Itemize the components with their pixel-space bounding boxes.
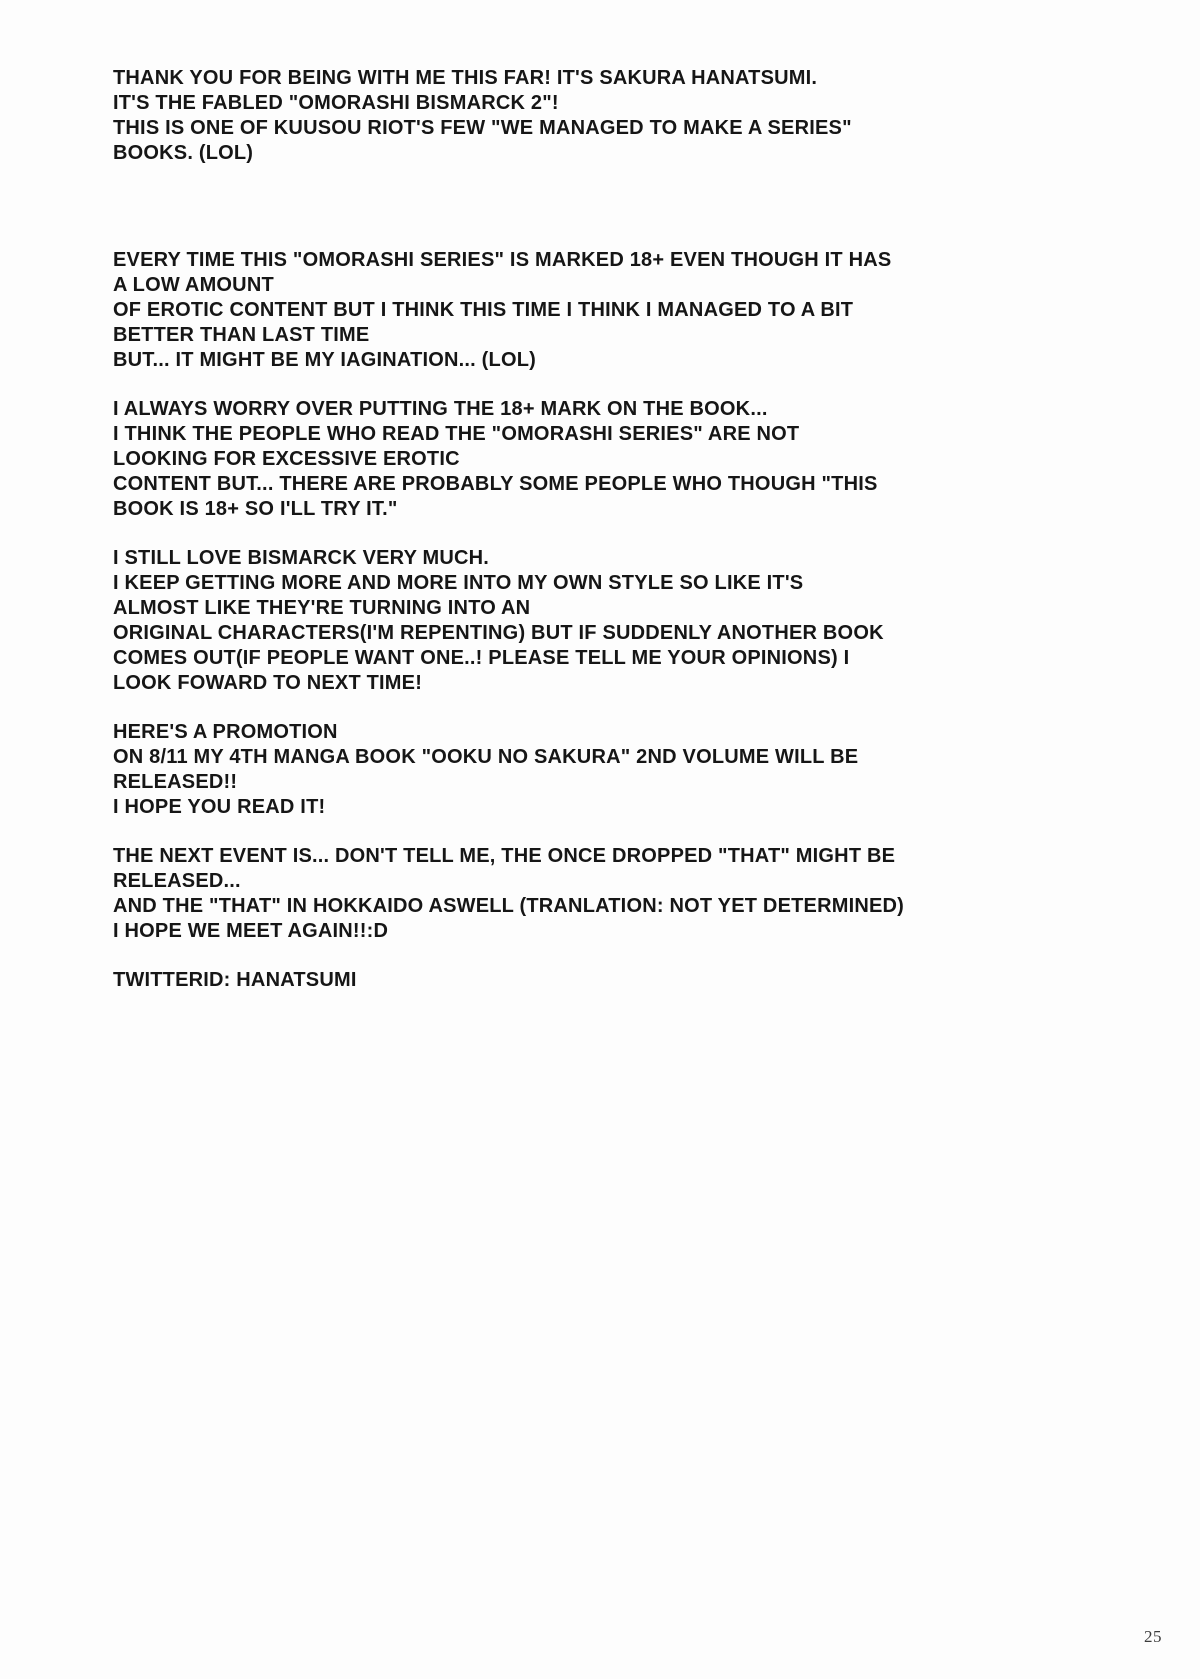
paragraph xyxy=(113,720,1183,820)
text-line: RELEASED... xyxy=(113,870,241,892)
text-line: OF EROTIC CONTENT BUT I THINK THIS TIME I THINK I MANAGED TO A BIT xyxy=(113,299,854,321)
text-line: ORIGINAL CHARACTERS(I'M REPENTING) BUT IF SUDDENLY ANOTHER BOOK xyxy=(113,622,884,644)
text-line: THE NEXT EVENT IS... DON'T TELL ME, THE ONCE DROPPED "THAT" MIGHT BE xyxy=(113,845,896,867)
text-line: I HOPE WE MEET AGAIN!!:D xyxy=(113,920,389,942)
paragraph xyxy=(113,546,1183,696)
paragraph xyxy=(113,66,1183,166)
text-line: AND THE "THAT" IN HOKKAIDO ASWELL (TRANLATION: NOT YET DETERMINED) xyxy=(113,895,905,917)
text-line: TWITTERID: HANATSUMI xyxy=(113,969,357,991)
text-line: LOOKING FOR EXCESSIVE EROTIC xyxy=(113,448,460,470)
text-line: I HOPE YOU READ IT! xyxy=(113,796,326,818)
text-line: ON 8/11 MY 4TH MANGA BOOK "OOKU NO SAKURA" 2ND VOLUME WILL BE xyxy=(113,746,859,768)
text-line: IT'S THE FABLED "OMORASHI BISMARCK 2"! xyxy=(113,92,559,114)
text-line: CONTENT BUT... THERE ARE PROBABLY SOME PEOPLE WHO THOUGH "THIS xyxy=(113,473,878,495)
text-line: A LOW AMOUNT xyxy=(113,274,274,296)
text-line: RELEASED!! xyxy=(113,771,238,793)
paragraph xyxy=(113,248,1183,373)
text-line: I THINK THE PEOPLE WHO READ THE "OMORASHI SERIES" ARE NOT xyxy=(113,423,800,445)
text-line: ALMOST LIKE THEY'RE TURNING INTO AN xyxy=(113,597,531,619)
page-number: 25 xyxy=(1144,1627,1162,1646)
text-line: EVERY TIME THIS "OMORASHI SERIES" IS MARKED 18+ EVEN THOUGH IT HAS xyxy=(113,249,892,271)
paragraph xyxy=(113,844,1183,944)
text-line: LOOK FOWARD TO NEXT TIME! xyxy=(113,672,423,694)
text-line: I ALWAYS WORRY OVER PUTTING THE 18+ MARK ON THE BOOK... xyxy=(113,398,768,420)
text-line: COMES OUT(IF PEOPLE WANT ONE..! PLEASE TELL ME YOUR OPINIONS) I xyxy=(113,647,850,669)
paragraph xyxy=(113,968,1183,993)
text-line: BETTER THAN LAST TIME xyxy=(113,324,370,346)
paragraph xyxy=(113,397,1183,522)
text-line: BOOKS. (LOL) xyxy=(113,142,254,164)
text-line: I STILL LOVE BISMARCK VERY MUCH. xyxy=(113,547,490,569)
text-line: HERE'S A PROMOTION xyxy=(113,721,338,743)
text-line: THANK YOU FOR BEING WITH ME THIS FAR! IT'S SAKURA HANATSUMI. xyxy=(113,67,818,89)
text-line: BUT... IT MIGHT BE MY IAGINATION... (LOL) xyxy=(113,349,536,371)
afterword-text xyxy=(113,66,1183,993)
text-line: BOOK IS 18+ SO I'LL TRY IT." xyxy=(113,498,398,520)
text-line: THIS IS ONE OF KUUSOU RIOT'S FEW "WE MANAGED TO MAKE A SERIES" xyxy=(113,117,852,139)
text-line: I KEEP GETTING MORE AND MORE INTO MY OWN STYLE SO LIKE IT'S xyxy=(113,572,804,594)
